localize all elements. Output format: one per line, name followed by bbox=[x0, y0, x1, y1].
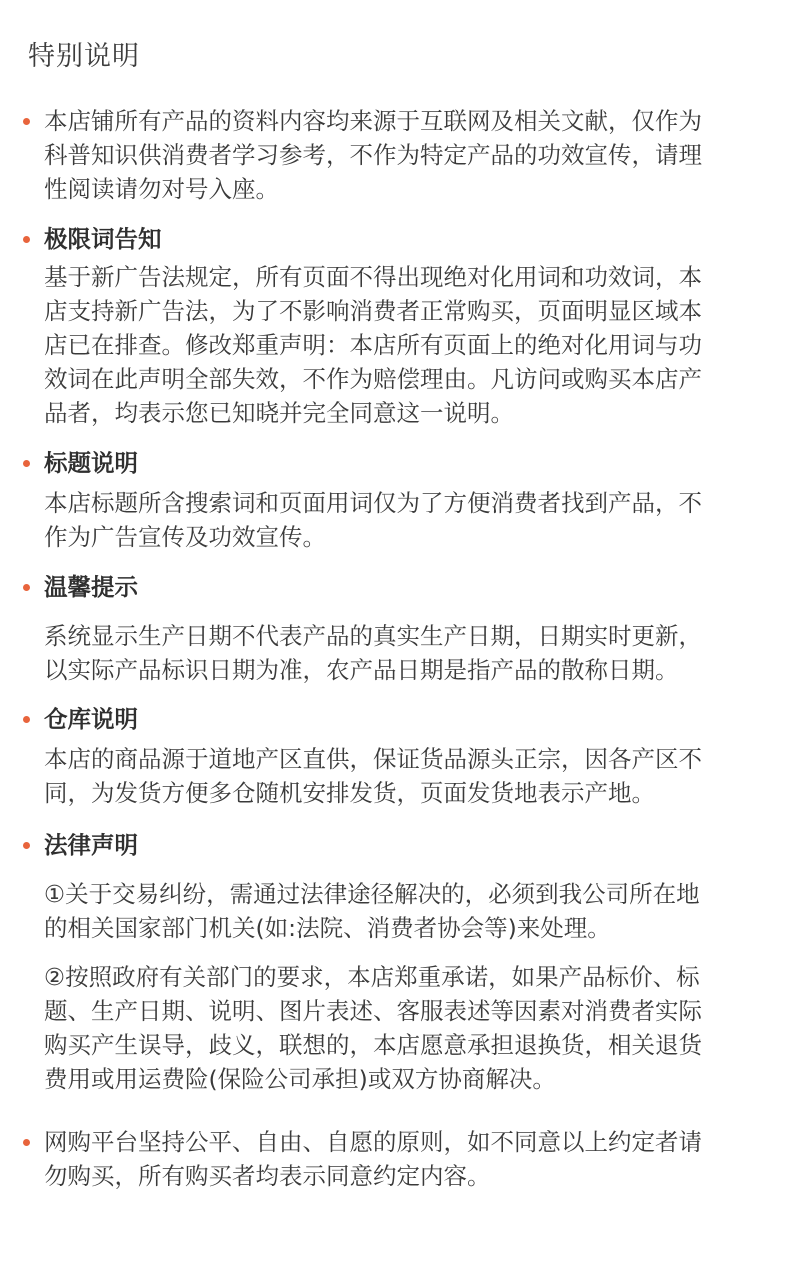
text-line: 购买产生误导，歧义，联想的，本店愿意承担退换货，相关退货 bbox=[44, 1031, 702, 1059]
bullet-dot-icon bbox=[23, 236, 30, 243]
bullet-dot-icon bbox=[23, 460, 30, 467]
text-line: ①关于交易纠纷，需通过法律途径解决的，必须到我公司所在地 bbox=[44, 880, 700, 908]
text-line: 费用或用运费险(保险公司承担)或双方协商解决。 bbox=[44, 1065, 556, 1093]
bullet-dot-icon bbox=[23, 842, 30, 849]
text-line: 的相关国家部门机关(如:法院、消费者协会等)来处理。 bbox=[44, 914, 611, 942]
intro-text bbox=[44, 104, 764, 206]
text-line: 科普知识供消费者学习参考，不作为特定产品的功效宣传，请理 bbox=[44, 141, 702, 169]
text-line: 题、生产日期、说明、图片表述、客服表述等因素对消费者实际 bbox=[44, 997, 702, 1025]
section-heading: 温馨提示 bbox=[44, 573, 138, 601]
text-line: 本店标题所含搜索词和页面用词仅为了方便消费者找到产品，不 bbox=[44, 489, 702, 517]
text-line: 本店铺所有产品的资料内容均来源于互联网及相关文献，仅作为 bbox=[44, 107, 702, 135]
section-body bbox=[44, 619, 764, 687]
text-line: 效词在此声明全部失效，不作为赔偿理由。凡访问或购买本店产 bbox=[44, 365, 702, 393]
text-line: 品者，均表示您已知晓并完全同意这一说明。 bbox=[44, 399, 514, 427]
section-body bbox=[44, 486, 764, 554]
text-line: 店已在排查。修改郑重声明：本店所有页面上的绝对化用词与功 bbox=[44, 331, 702, 359]
section-heading: 仓库说明 bbox=[44, 705, 138, 733]
bullet-dot-icon bbox=[23, 584, 30, 591]
bullet-dot-icon bbox=[23, 1139, 30, 1146]
section-body bbox=[44, 742, 764, 810]
text-line: 网购平台坚持公平、自由、自愿的原则，如不同意以上约定者请 bbox=[44, 1128, 702, 1156]
text-line: 作为广告宣传及功效宣传。 bbox=[44, 523, 326, 551]
closing-text bbox=[44, 1125, 764, 1193]
legal-paragraph-2 bbox=[44, 960, 764, 1096]
text-line: 店支持新广告法，为了不影响消费者正常购买，页面明显区域本 bbox=[44, 297, 702, 325]
text-line: 勿购买，所有购买者均表示同意约定内容。 bbox=[44, 1162, 491, 1190]
text-line: 系统显示生产日期不代表产品的真实生产日期，日期实时更新， bbox=[44, 622, 702, 650]
text-line: 同，为发货方便多仓随机安排发货，页面发货地表示产地。 bbox=[44, 779, 655, 807]
text-line: 以实际产品标识日期为准，农产品日期是指产品的散称日期。 bbox=[44, 656, 679, 684]
text-line: 本店的商品源于道地产区直供，保证货品源头正宗，因各产区不 bbox=[44, 745, 702, 773]
bullet-dot-icon bbox=[23, 118, 30, 125]
section-body bbox=[44, 260, 764, 430]
section-heading: 极限词告知 bbox=[44, 225, 162, 253]
legal-paragraph-1 bbox=[44, 877, 764, 945]
text-line: 基于新广告法规定，所有页面不得出现绝对化用词和功效词，本 bbox=[44, 263, 702, 291]
section-heading: 法律声明 bbox=[44, 831, 138, 859]
page-title: 特别说明 bbox=[28, 41, 140, 72]
bullet-dot-icon bbox=[23, 716, 30, 723]
section-heading: 标题说明 bbox=[44, 449, 138, 477]
text-line: ②按照政府有关部门的要求，本店郑重承诺，如果产品标价、标 bbox=[44, 963, 700, 991]
text-line: 性阅读请勿对号入座。 bbox=[44, 175, 279, 203]
